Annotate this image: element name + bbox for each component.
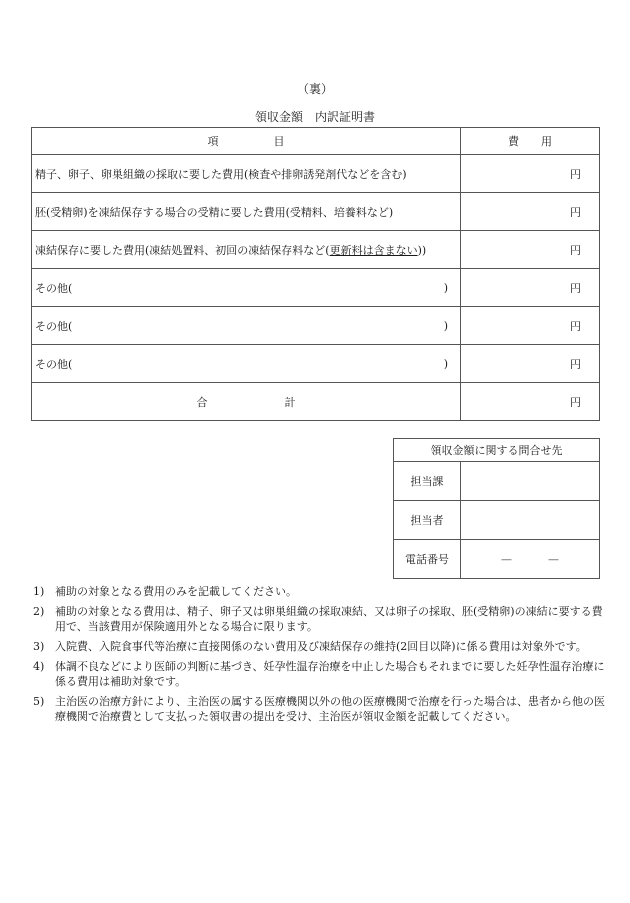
- table-row: [32, 155, 600, 193]
- note-item: [33, 639, 605, 654]
- paren-close: ): [443, 357, 448, 370]
- item-cell: 精子、卵子、卵巣組織の採取に要した費用(検査や排卵誘発剤代などを含む): [32, 155, 461, 193]
- notes-list: [33, 584, 605, 729]
- cost-cell[interactable]: 円: [461, 307, 600, 345]
- table-row: [32, 307, 600, 345]
- phone-dash: —: [548, 552, 559, 566]
- column-header-cost: 費 用: [461, 128, 600, 155]
- note-item: [33, 659, 605, 689]
- note-item: [33, 604, 605, 634]
- other-label: その他(: [35, 281, 73, 295]
- table-row: [32, 269, 600, 307]
- department-field[interactable]: [461, 462, 600, 501]
- cost-cell[interactable]: 円: [461, 345, 600, 383]
- total-label: 合 計: [32, 383, 461, 421]
- total-cost-cell[interactable]: 円: [461, 383, 600, 421]
- phone-dash: —: [501, 552, 512, 566]
- item-cell: 胚(受精卵)を凍結保存する場合の受精に要した費用(受精料、培養料など): [32, 193, 461, 231]
- page-title: 領収金額 内訳証明書: [254, 110, 375, 124]
- note-text: 体調不良などにより医師の判断に基づき、妊孕性温存治療を中止した場合もそれまでに要した妊孕性温存治療に係る費用は補助対象です。: [55, 660, 605, 688]
- other-item-cell[interactable]: [32, 307, 461, 345]
- other-label: その他(: [35, 319, 73, 333]
- item-text-underlined: 更新料は含まない: [329, 243, 418, 257]
- note-number: 4): [33, 660, 45, 673]
- item-text: )): [417, 243, 427, 257]
- note-number: 1): [33, 585, 45, 598]
- inquiry-row-person: [394, 501, 600, 540]
- inquiry-table: [393, 438, 600, 579]
- column-header-item: 項 目: [32, 128, 461, 155]
- inquiry-row-phone: [394, 540, 600, 579]
- page-side-label: （裏）: [296, 82, 333, 96]
- table-header-row: [32, 128, 600, 155]
- note-text: 補助の対象となる費用のみを記載してください。: [55, 585, 297, 598]
- note-text: 主治医の治療方針により、主治医の属する医療機関以外の他の医療機関で治療を行った場合は、患者から他の医療機関で治療費として支払った領収書の提出を受け、主治医が領収金額を記載してください。: [55, 695, 605, 723]
- person-field[interactable]: [461, 501, 600, 540]
- department-label: 担当課: [394, 462, 461, 501]
- paren-close: ): [443, 281, 448, 294]
- person-label: 担当者: [394, 501, 461, 540]
- note-number: 2): [33, 605, 45, 618]
- inquiry-header-row: [394, 439, 600, 462]
- other-item-cell[interactable]: [32, 269, 461, 307]
- inquiry-row-department: [394, 462, 600, 501]
- item-text: 凍結保存に要した費用(凍結処置料、初回の凍結保存料など(: [35, 243, 330, 257]
- inquiry-title: 領収金額に関する問合せ先: [394, 439, 600, 462]
- breakdown-table: [31, 127, 600, 421]
- cost-cell[interactable]: 円: [461, 155, 600, 193]
- note-item: [33, 584, 605, 599]
- table-row: [32, 193, 600, 231]
- other-label: その他(: [35, 357, 73, 371]
- note-text: 補助の対象となる費用は、精子、卵子又は卵巣組織の採取凍結、又は卵子の採取、胚(受精卵)の凍結に要する費用で、当該費用が保険適用外となる場合に限ります。: [55, 605, 603, 633]
- paren-close: ): [443, 319, 448, 332]
- table-row: [32, 345, 600, 383]
- cost-cell[interactable]: 円: [461, 193, 600, 231]
- cost-cell[interactable]: 円: [461, 269, 600, 307]
- table-row: [32, 231, 600, 269]
- note-number: 3): [33, 640, 45, 653]
- phone-label: 電話番号: [394, 540, 461, 579]
- total-row: [32, 383, 600, 421]
- phone-field[interactable]: [461, 540, 600, 579]
- note-number: 5): [33, 695, 45, 708]
- note-item: [33, 694, 605, 724]
- note-text: 入院費、入院食事代等治療に直接関係のない費用及び凍結保存の維持(2回目以降)に係る費用は対象外です。: [55, 640, 587, 653]
- item-cell: [32, 231, 461, 269]
- cost-cell[interactable]: 円: [461, 231, 600, 269]
- other-item-cell[interactable]: [32, 345, 461, 383]
